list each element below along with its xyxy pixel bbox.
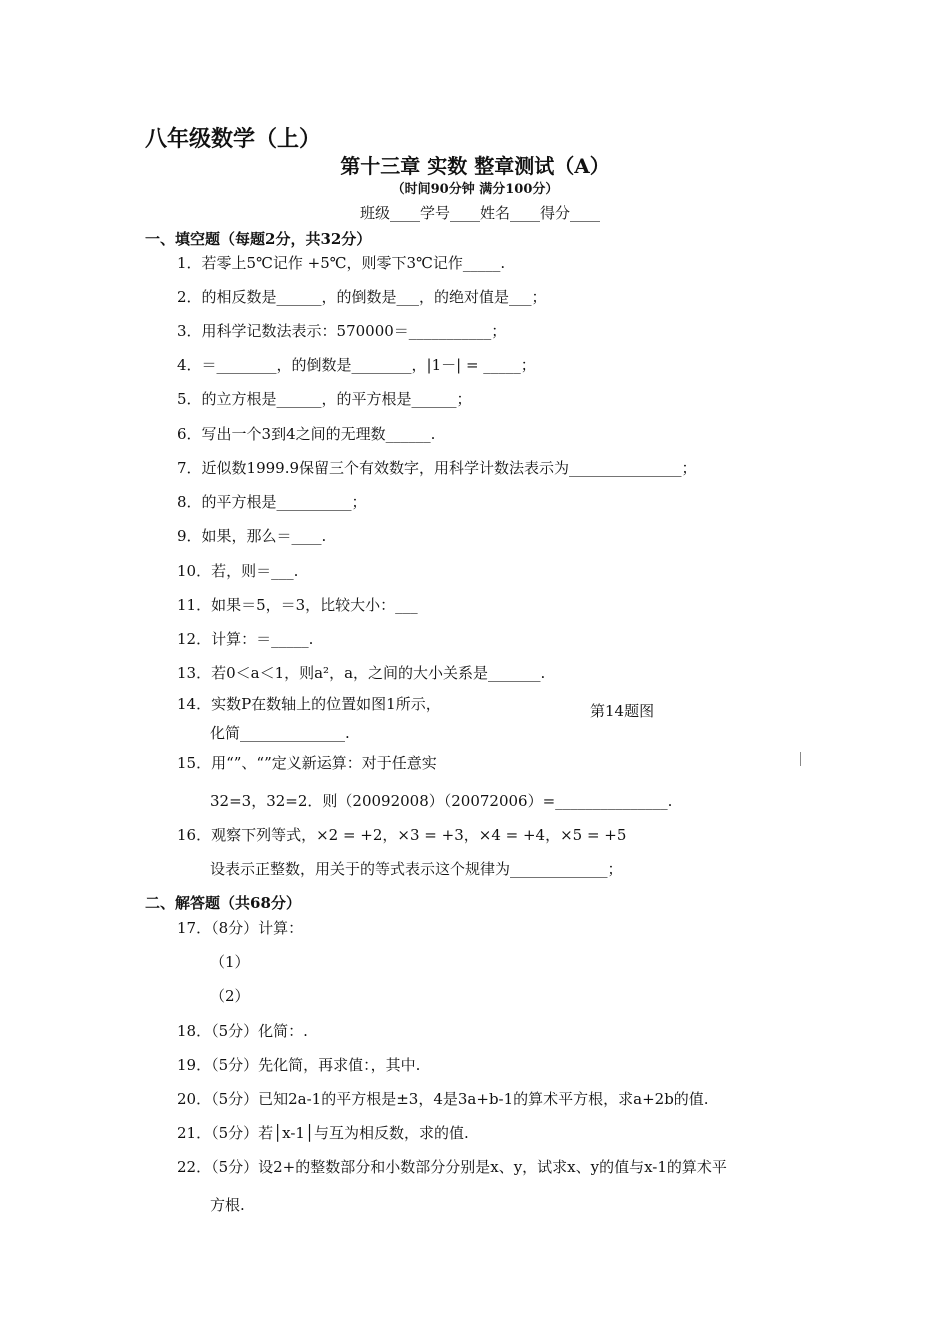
- question-5: 5．的立方根是______，的平方根是______；: [177, 390, 472, 408]
- section1-heading: 一、填空题（每题2分，共32分）: [145, 230, 372, 248]
- question-3: 3．用科学记数法表示：570000＝___________；: [177, 322, 507, 340]
- question-17-part2: （2）: [210, 987, 250, 1005]
- question-4: 4．＝________，的倒数是________，|1－| = _____；: [177, 356, 536, 374]
- question-21: 21．（5分）若│x-1│与互为相反数，求的值.: [177, 1124, 469, 1142]
- question-18: 18．（5分）化简：.: [177, 1022, 308, 1040]
- question-15: 15．用“”、“”定义新运算：对于任意实: [177, 754, 437, 772]
- question-11: 11．如果＝5，＝3，比较大小：___: [177, 596, 418, 614]
- student-info-line: 班级____学号____姓名____得分____: [360, 204, 601, 222]
- question-12: 12．计算：＝_____.: [177, 630, 314, 648]
- question-2: 2．的相反数是______，的倒数是___，的绝对值是___；: [177, 288, 547, 306]
- question-14: 14．实数P在数轴上的位置如图1所示，: [177, 695, 441, 713]
- page-title: 第十三章 实数 整章测试（A）: [340, 154, 610, 178]
- question-15-line2: 32=3，32=2．则（20092008）（20072006）=_______________.: [210, 792, 673, 810]
- question-7: 7．近似数1999.9保留三个有效数字，用科学计数法表示为_______________；: [177, 459, 697, 477]
- question-16-line2: 设表示正整数，用关于的等式表示这个规律为_____________；: [210, 860, 623, 878]
- question-16: 16．观察下列等式，×2 = +2，×3 = +3，×4 = +4，×5 = +5: [177, 826, 627, 844]
- question-8: 8．的平方根是__________；: [177, 493, 367, 511]
- question-17-part1: （1）: [210, 953, 250, 971]
- question-6: 6．写出一个3到4之间的无理数______.: [177, 425, 436, 443]
- grade-label: 八年级数学（上）: [145, 126, 322, 152]
- question-14-line2: 化简______________.: [210, 724, 350, 742]
- question-22-line2: 方根.: [210, 1196, 245, 1214]
- question-1: 1．若零上5℃记作 +5℃，则零下3℃记作_____.: [177, 254, 506, 272]
- question-10: 10．若，则＝___.: [177, 562, 299, 580]
- question-20: 20．（5分）已知2a-1的平方根是±3，4是3a+b-1的算术平方根，求a+2b的值.: [177, 1090, 709, 1108]
- question-22: 22．（5分）设2+的整数部分和小数部分分别是x、y，试求x、y的值与x-1的算术平: [177, 1158, 727, 1176]
- question-9: 9．如果，那么＝____.: [177, 527, 327, 545]
- page-subtitle: （时间90分钟 满分100分）: [391, 182, 559, 197]
- figure-fragment: [800, 752, 801, 766]
- figure-caption: 第14题图: [590, 702, 655, 720]
- question-17: 17．（8分）计算：: [177, 919, 304, 937]
- section2-heading: 二、解答题（共68分）: [145, 894, 301, 912]
- question-19: 19．（5分）先化简，再求值：，其中.: [177, 1056, 421, 1074]
- question-13: 13．若0＜a＜1，则a²，a，之间的大小关系是_______.: [177, 664, 546, 682]
